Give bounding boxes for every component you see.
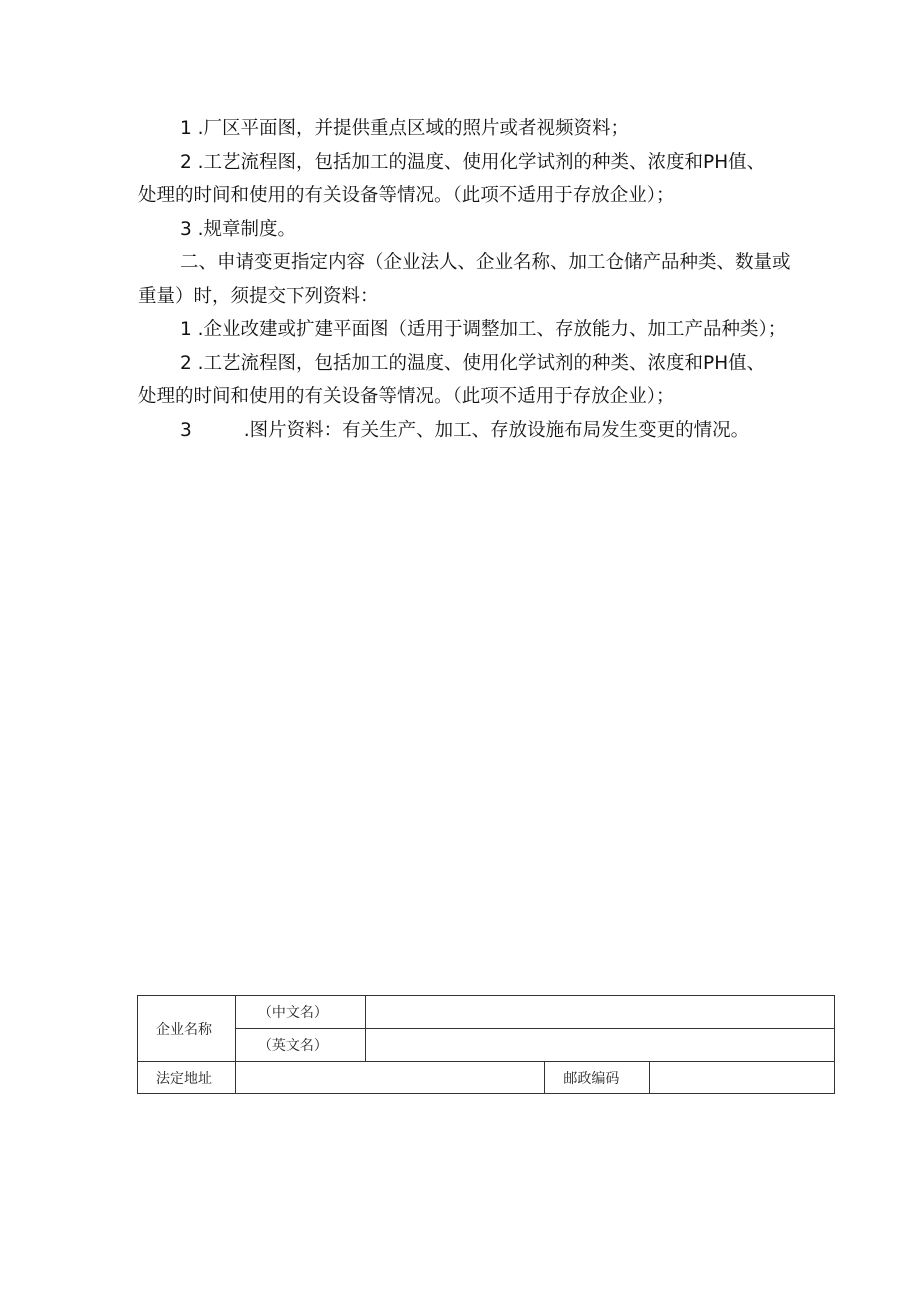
company-info-table (137, 995, 835, 1094)
legal-address-field[interactable] (235, 1062, 545, 1094)
item-text: .图片资料：有关生产、加工、存放设施布局发生变更的情况。 (243, 419, 750, 441)
document-body (138, 112, 838, 447)
item-number: 3 (180, 419, 192, 441)
paragraph-line: 处理的时间和使用的有关设备等情况。（此项不适用于存放企业）； (138, 386, 675, 407)
legal-address-label: 法定地址 (138, 1062, 236, 1094)
english-name-label: （英文名） (235, 1029, 365, 1062)
paragraph-line: 处理的时间和使用的有关设备等情况。（此项不适用于存放企业）； (138, 185, 675, 206)
chinese-name-label: （中文名） (235, 996, 365, 1029)
paragraph-line: 2 .工艺流程图，包括加工的温度、使用化学试剂的种类、浓度和PH值、 (180, 352, 766, 374)
table-row (138, 1062, 835, 1094)
paragraph-line: 2 .工艺流程图，包括加工的温度、使用化学试剂的种类、浓度和PH值、 (180, 151, 766, 173)
paragraph-line: 1 .厂区平面图，并提供重点区域的照片或者视频资料； (180, 118, 630, 139)
paragraph-line: 重量）时，须提交下列资料： (138, 285, 379, 307)
chinese-name-field[interactable] (365, 996, 834, 1029)
paragraph-line: 1 .企业改建或扩建平面图（适用于调整加工、存放能力、加工产品种类）； (180, 319, 787, 340)
paragraph-line: 3 .规章制度。 (180, 218, 297, 240)
english-name-field[interactable] (365, 1029, 834, 1062)
paragraph-item-3 (138, 414, 838, 448)
postal-code-label: 邮政编码 (545, 1062, 650, 1094)
company-name-label: 企业名称 (138, 996, 236, 1062)
postal-code-field[interactable] (650, 1062, 835, 1094)
table-row (138, 1029, 835, 1062)
table-row (138, 996, 835, 1029)
paragraph-line: 二、申请变更指定内容（企业法人、企业名称、加工仓储产品种类、数量或 (180, 252, 791, 273)
